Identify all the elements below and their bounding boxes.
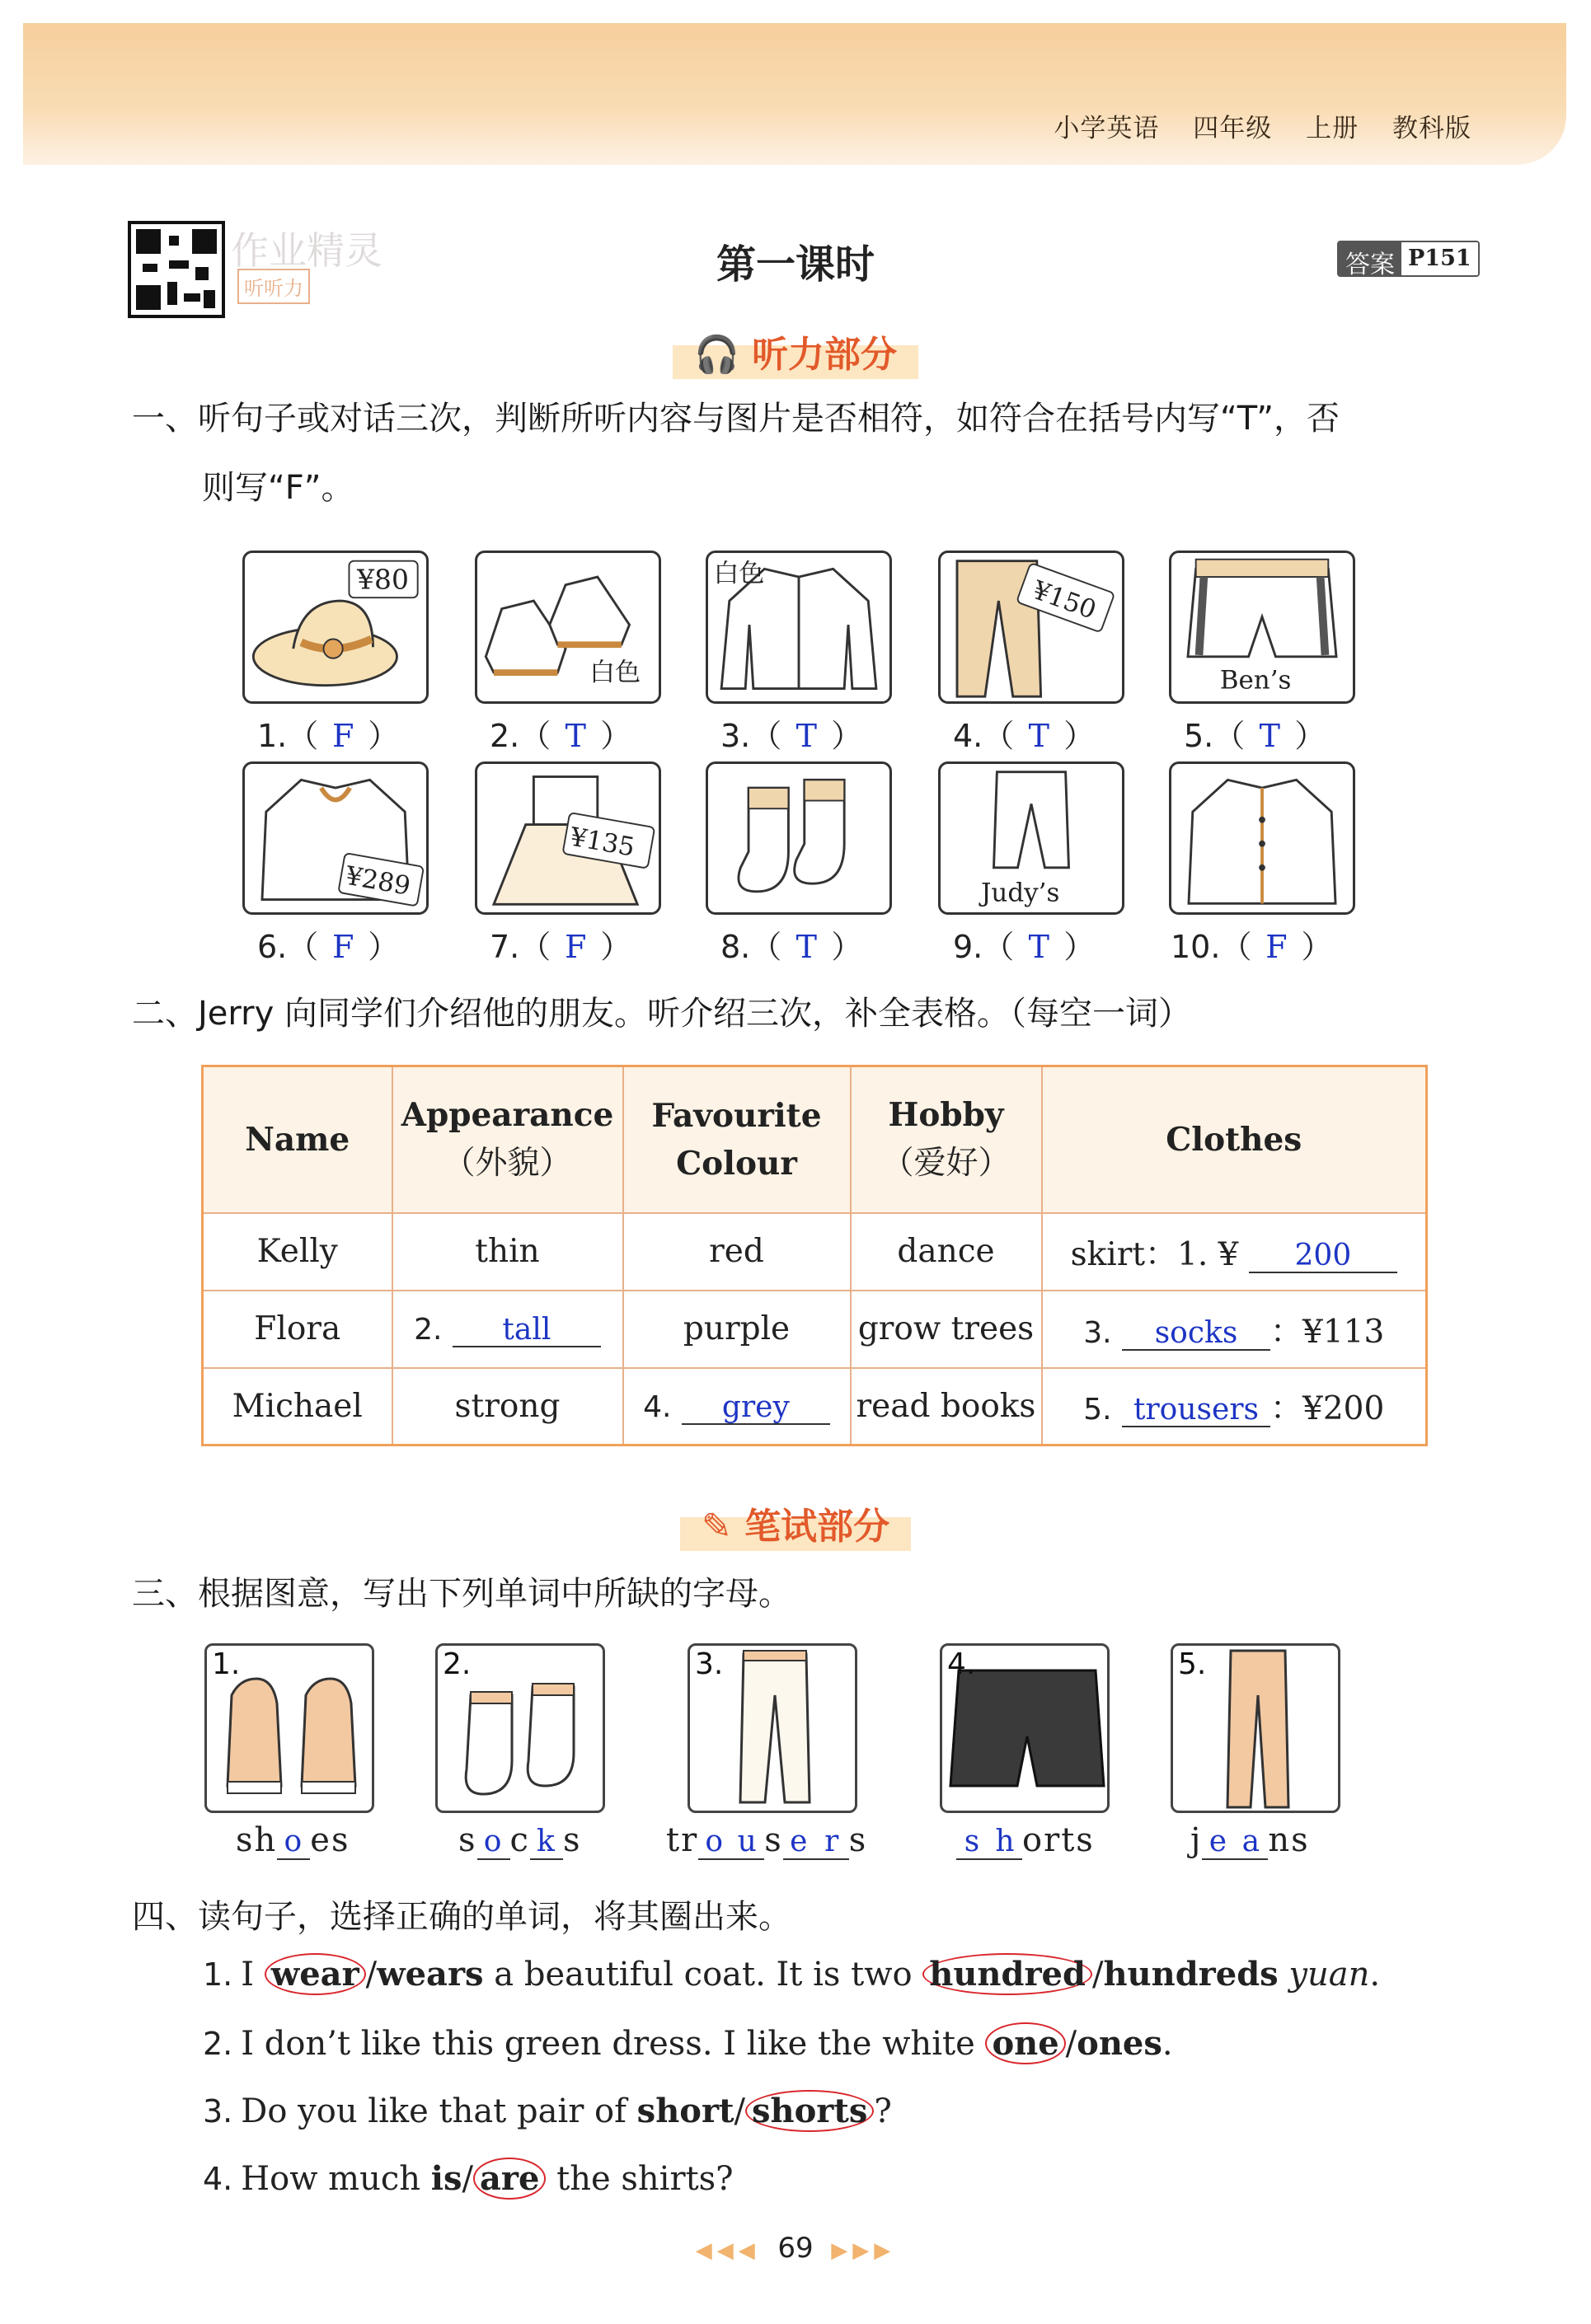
cell-clothes: skirt：1. ¥ 200 xyxy=(1042,1213,1427,1291)
answer-reference[interactable] xyxy=(1337,241,1480,277)
price-tag: ¥80 xyxy=(357,563,409,596)
edition: 教科版 xyxy=(1392,114,1471,143)
choice-circled[interactable]: are xyxy=(473,2158,546,2200)
price-tag: ¥150 xyxy=(1028,575,1101,626)
letter-blank[interactable]: a xyxy=(1235,1825,1268,1860)
letter-blank[interactable]: o xyxy=(477,1825,510,1860)
q4-sentence-4: 4. How much is/ are the shirts? xyxy=(203,2159,734,2198)
header-clothes: Clothes xyxy=(1042,1066,1427,1213)
writing-section-heading xyxy=(0,1495,1591,1551)
cell-name: Flora xyxy=(203,1291,392,1368)
q1-answer-2: 2.（ T ） xyxy=(490,718,632,754)
letter-blank[interactable]: h xyxy=(989,1825,1022,1860)
answer-blank[interactable]: tall xyxy=(453,1314,601,1347)
q3-word-1: sh o es xyxy=(236,1821,350,1859)
page-number: 69 xyxy=(777,2232,814,2265)
table-row xyxy=(203,1213,1427,1291)
q3-word-2: s o c k s xyxy=(458,1821,582,1859)
choice-option[interactable]: wears xyxy=(377,1955,484,1994)
header-appearance: Appearance （外貌） xyxy=(392,1066,623,1213)
pencil-icon: ✎ xyxy=(701,1506,732,1548)
letter-blank[interactable]: o xyxy=(698,1825,731,1860)
header-hobby: Hobby （爱好） xyxy=(851,1066,1042,1213)
choice-circled[interactable]: shorts xyxy=(745,2090,874,2132)
q1-answer-9: 9.（ T ） xyxy=(953,929,1096,965)
q4-sentence-1: 1. I wear /wears a beautiful coat. It is two hundred /hundreds yuan. xyxy=(203,1955,1381,1994)
headphone-icon: 🎧 xyxy=(693,334,739,376)
picture-4 xyxy=(938,551,1124,704)
table-row xyxy=(203,1291,1427,1368)
choice-circled[interactable]: one xyxy=(985,2022,1065,2064)
q1-answer-6: 6.（ F ） xyxy=(257,929,400,965)
letter-blank[interactable]: k xyxy=(530,1825,563,1860)
picture-9 xyxy=(938,761,1124,915)
socks-icon xyxy=(708,764,889,912)
q1-answer-4: 4.（ T ） xyxy=(953,718,1096,754)
answer-blank[interactable]: grey xyxy=(682,1392,830,1425)
book-info xyxy=(1029,107,1471,144)
listen-label: 听听力 xyxy=(237,269,310,304)
cell-colour: 4. grey xyxy=(623,1368,851,1445)
page-footer xyxy=(0,2232,1591,2265)
cell-appearance: thin xyxy=(392,1213,623,1291)
picture-1 xyxy=(242,551,429,704)
q3-word-3: tr o u s e r s xyxy=(666,1821,868,1859)
cell-hobby: grow trees xyxy=(851,1291,1042,1368)
question-4-title: 四、读句子，选择正确的单词，将其圈出来。 xyxy=(132,1898,791,1936)
picture-2 xyxy=(475,551,661,704)
shorts-icon xyxy=(1171,553,1353,701)
volume: 上册 xyxy=(1306,114,1359,143)
picture-7 xyxy=(475,761,661,915)
cell-appearance: 2. tall xyxy=(392,1291,623,1368)
letter-blank[interactable]: u xyxy=(731,1825,764,1860)
picture-10 xyxy=(1169,761,1355,915)
dress-icon xyxy=(477,764,659,912)
cell-name: Kelly xyxy=(203,1213,392,1291)
q3-picture-2: 2. xyxy=(435,1643,605,1813)
pants-icon xyxy=(941,764,1122,912)
sneakers-icon xyxy=(477,553,659,701)
letter-blank[interactable]: r xyxy=(816,1825,849,1860)
q1-title-line1: 一、听句子或对话三次，判断所听内容与图片是否相符，如符合在括号内写“T”，否 xyxy=(132,400,1340,438)
q3-word-4: s h orts xyxy=(956,1821,1095,1860)
choice-circled[interactable]: hundred xyxy=(922,1953,1092,1995)
letter-blank[interactable]: e xyxy=(783,1825,816,1860)
watermark-text: 作业精灵 xyxy=(231,228,382,273)
friends-table xyxy=(201,1065,1428,1446)
header-favourite-colour: Favourite Colour xyxy=(623,1066,851,1213)
picture-6 xyxy=(242,761,429,915)
left-arrows-icon: ◀◀◀ xyxy=(695,2238,760,2263)
cell-appearance: strong xyxy=(392,1368,623,1445)
cell-colour: purple xyxy=(623,1291,851,1368)
right-arrows-icon: ▶▶▶ xyxy=(831,2238,896,2263)
q1-answer-5: 5.（ T ） xyxy=(1184,718,1326,754)
table-row xyxy=(203,1368,1427,1445)
cell-name: Michael xyxy=(203,1368,392,1445)
listening-heading-text: 听力部分 xyxy=(752,334,898,376)
letter-blank[interactable]: s xyxy=(956,1825,989,1860)
choice-option[interactable]: short xyxy=(636,2092,734,2130)
q3-picture-3: 3. xyxy=(688,1643,857,1813)
question-1-title xyxy=(132,384,1340,522)
choice-option[interactable]: ones xyxy=(1077,2024,1162,2063)
question-2-title: 二、Jerry 向同学们介绍他的朋友。听介绍三次，补全表格。（每空一词） xyxy=(132,995,1191,1033)
trousers-icon xyxy=(941,553,1122,701)
q1-title-line2: 则写“F”。 xyxy=(202,469,354,507)
owner-label: Ben’s xyxy=(1219,665,1292,696)
q1-answer-10: 10.（ F ） xyxy=(1171,929,1333,965)
cell-clothes: 3. socks ：¥113 xyxy=(1042,1291,1427,1368)
cell-colour: red xyxy=(623,1213,851,1291)
q3-picture-5: 5. xyxy=(1171,1643,1340,1813)
q1-answer-1: 1.（ F ） xyxy=(257,718,400,754)
picture-8 xyxy=(706,761,892,915)
cell-clothes: 5. trousers ：¥200 xyxy=(1042,1368,1427,1445)
q1-answer-7: 7.（ F ） xyxy=(490,929,632,965)
lesson-title: 第一课时 xyxy=(716,241,875,288)
q4-sentence-3: 3. Do you like that pair of short/ shorts ? xyxy=(203,2092,892,2130)
price-tag: ¥289 xyxy=(343,860,413,902)
colour-label: 白色 xyxy=(589,657,641,687)
owner-label: Judy’s xyxy=(981,878,1060,908)
price-tag: ¥135 xyxy=(567,822,637,863)
choice-circled[interactable]: wear xyxy=(265,1953,366,1995)
subject: 小学英语 xyxy=(1054,114,1160,143)
answer-label: 答案 xyxy=(1339,242,1401,275)
picture-5 xyxy=(1169,551,1355,704)
q3-word-5: j e a ns xyxy=(1190,1821,1310,1859)
cell-hobby: read books xyxy=(851,1368,1042,1445)
q1-answer-8: 8.（ T ） xyxy=(720,929,863,965)
picture-3 xyxy=(706,551,892,704)
choice-option[interactable]: is xyxy=(430,2159,462,2198)
blouse-icon xyxy=(245,764,426,912)
q1-answer-3: 3.（ T ） xyxy=(720,718,863,754)
shirt-icon xyxy=(1171,764,1353,912)
jacket-icon xyxy=(708,553,889,701)
q3-picture-4: 4. xyxy=(940,1643,1110,1813)
writing-heading-text: 笔试部分 xyxy=(744,1506,890,1548)
cell-hobby: dance xyxy=(851,1213,1042,1291)
listening-section-heading xyxy=(0,323,1591,379)
answer-blank[interactable]: 200 xyxy=(1249,1240,1397,1273)
letter-blank[interactable]: e xyxy=(1202,1825,1235,1860)
answer-page: P151 xyxy=(1401,242,1478,275)
choice-option[interactable]: hundreds xyxy=(1103,1955,1279,1994)
q3-picture-1: 1. xyxy=(204,1643,374,1813)
colour-label: 白色 xyxy=(713,558,765,588)
question-3-title: 三、根据图意，写出下列单词中所缺的字母。 xyxy=(132,1575,791,1613)
q4-sentence-2: 2. I don’t like this green dress. I like the white one /ones. xyxy=(203,2024,1173,2063)
grade: 四年级 xyxy=(1193,114,1273,143)
answer-blank[interactable]: trousers xyxy=(1122,1394,1270,1427)
header-name: Name xyxy=(203,1066,392,1213)
answer-blank[interactable]: socks xyxy=(1122,1318,1270,1351)
letter-blank[interactable]: o xyxy=(277,1825,310,1860)
hat-icon xyxy=(245,553,426,701)
